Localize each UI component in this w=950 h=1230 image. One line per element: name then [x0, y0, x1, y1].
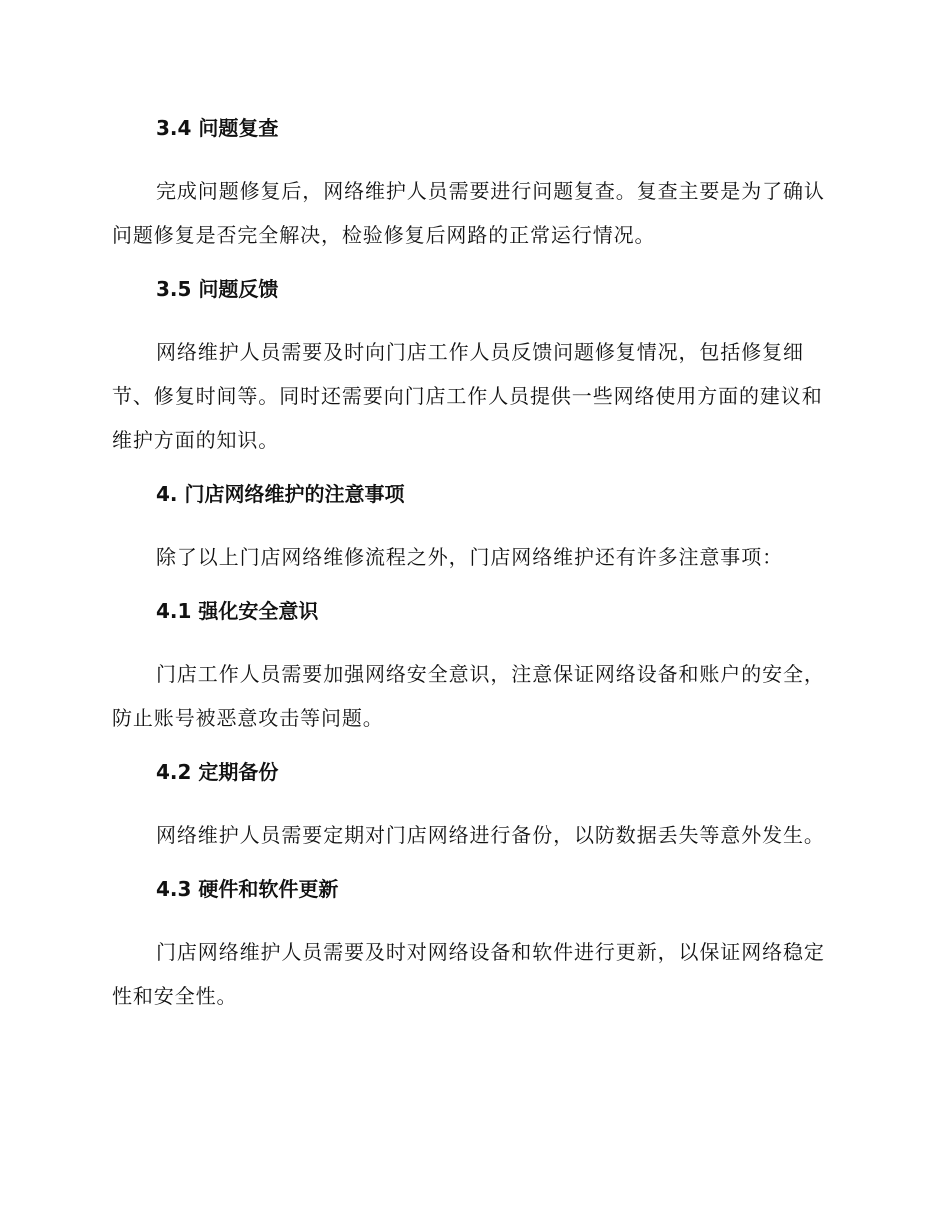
section-heading-4-3: 4.3 硬件和软件更新	[156, 877, 339, 901]
section-paragraph-4-2: 网络维护人员需要定期对门店网络进行备份，以防数据丢失等意外发生。	[156, 823, 825, 847]
section-heading-3-4: 3.4 问题复查	[156, 116, 279, 140]
section-heading-4: 4. 门店网络维护的注意事项	[156, 482, 405, 506]
section-heading-4-2: 4.2 定期备份	[156, 760, 279, 784]
section-paragraph-4-3: 门店网络维护人员需要及时对网络设备和软件进行更新，以保证网络稳定性和安全性。	[112, 940, 825, 1008]
section-heading-4-1: 4.1 强化安全意识	[156, 599, 319, 623]
section-paragraph-4: 除了以上门店网络维修流程之外，门店网络维护还有许多注意事项：	[156, 545, 783, 569]
section-heading-3-5: 3.5 问题反馈	[156, 277, 279, 301]
section-paragraph-3-4: 完成问题修复后，网络维护人员需要进行问题复查。复查主要是为了确认问题修复是否完全解决，检验修复后网路的正常运行情况。	[112, 179, 825, 247]
section-paragraph-4-1: 门店工作人员需要加强网络安全意识，注意保证网络设备和账户的安全，防止账号被恶意攻击等问题。	[112, 662, 825, 730]
section-paragraph-3-5: 网络维护人员需要及时向门店工作人员反馈问题修复情况，包括修复细节、修复时间等。同时还需要向门店工作人员提供一些网络使用方面的建议和维护方面的知识。	[112, 340, 823, 452]
document-body	[112, 112, 832, 1034]
